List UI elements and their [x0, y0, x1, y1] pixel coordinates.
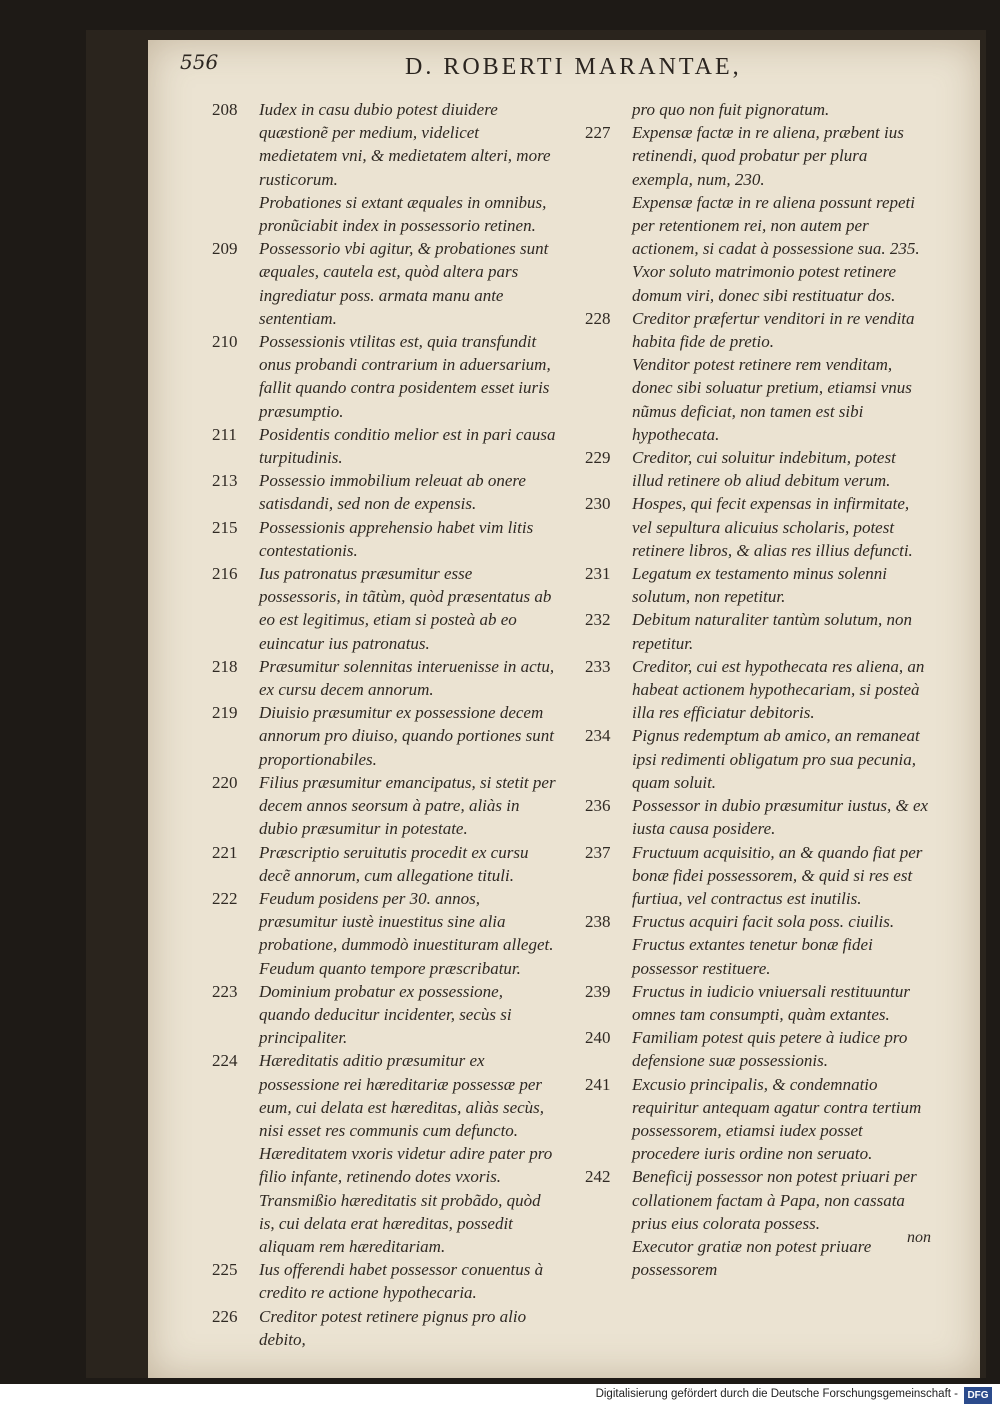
entry-number: 219: [212, 703, 238, 723]
entry-number: 231: [585, 564, 611, 584]
entry-number: 238: [585, 912, 611, 932]
entry-number: 233: [585, 656, 611, 676]
entry-number: 232: [585, 610, 611, 630]
dfg-logo: DFG: [964, 1387, 992, 1404]
entry-number: 223: [212, 981, 238, 1001]
index-entry: [212, 1305, 557, 1351]
entry-text: Beneficij possessor non potest priuari per collationem factam à Papa, non cassata prius eius colorata possess.: [632, 1167, 917, 1233]
index-entry: [585, 446, 930, 492]
entry-number: 225: [212, 1260, 238, 1280]
index-entry: [585, 1073, 930, 1166]
entry-number: 216: [212, 564, 238, 584]
index-entry: [212, 423, 557, 469]
entry-number: 236: [585, 796, 611, 816]
index-entry: [585, 980, 930, 1026]
index-entry: [212, 191, 557, 237]
index-entry: [212, 516, 557, 562]
entry-number: 227: [585, 123, 611, 143]
index-entry: [585, 307, 930, 353]
entry-text: Expensæ factæ in re aliena, præbent ius retinendi, quod probatur per plura exempla, num, 230.: [632, 123, 904, 189]
entry-text: Fructus in iudicio vniuersali restituuntur omnes tam consumpti, quàm extantes.: [632, 981, 910, 1024]
index-entry: [585, 121, 930, 191]
entry-number: 208: [212, 100, 238, 119]
entry-text: Ius offerendi habet possessor conuentus à credito re actione hypothecaria.: [259, 1260, 544, 1303]
entry-text: Creditor potest retinere pignus pro alio debito,: [259, 1306, 527, 1349]
entry-number: 242: [585, 1167, 611, 1187]
index-entry: [212, 887, 557, 957]
index-entry: [212, 701, 557, 771]
entry-text: Venditor potest retinere rem venditam, donec sibi soluatur pretium, etiamsi vnus nũmus deficiat, non tamen est sibi hypothecata.: [632, 355, 912, 444]
index-entry: [212, 237, 557, 330]
catchword: non: [907, 1229, 931, 1246]
entry-text: Feudum quanto tempore præscribatur.: [259, 958, 521, 978]
index-entry: [585, 98, 930, 121]
entry-number: 237: [585, 842, 611, 862]
entry-text: Creditor præfertur venditori in re vendita habita fide de pretio.: [632, 308, 915, 352]
entry-text: Possessorio vbi agitur, & probationes sunt æquales, cautela est, quòd altera pars ingrediatur poss. armata manu ante sententiam.: [259, 239, 549, 328]
entry-text: Transmißio hæreditatis sit probãdo, quòd is, cui delata erat hæreditas, possedit aliquam rem hæreditariam.: [259, 1190, 541, 1256]
entry-number: 218: [212, 656, 238, 676]
entry-text: Ius patronatus præsumitur esse possessoris, in tãtùm, quòd præsentatus ab eo est legitimus, etiam si posteà ab eo euincatur ius patronatus.: [259, 564, 552, 653]
entry-number: 228: [585, 308, 611, 328]
entry-text: Probationes si extant æquales in omnibus, pronũciabit index in possessorio retinen.: [259, 192, 547, 236]
entry-number: 220: [212, 772, 238, 792]
entry-text: Possessionis vtilitas est, quia transfundit onus probandi contrarium in aduersarium, fallit quando contra posidentem esset iuris præsumptio.: [259, 332, 551, 421]
entry-text: Possessor in dubio præsumitur iustus, & ex iusta causa posidere.: [632, 796, 929, 839]
entry-number: 213: [212, 471, 238, 491]
entry-text: Familiam potest quis petere à iudice pro defensione suæ possessionis.: [632, 1028, 908, 1071]
entry-number: 222: [212, 888, 238, 908]
entry-text: Pignus redemptum ab amico, an remaneat ipsi redimenti obligatum pro sua pecunia, quam soluit.: [632, 726, 920, 792]
entry-text: Hæreditatem vxoris videtur adire pater pro filio infante, retinendo dotes vxoris.: [259, 1144, 553, 1187]
index-entry: [585, 1235, 930, 1281]
entry-number: 226: [212, 1306, 238, 1326]
entry-text: Excusio principalis, & condemnatio requiritur antequam agatur contra tertium possessorem, etiamsi iudex posset procedere iuris ordine non seruato.: [632, 1074, 922, 1164]
entry-text: Creditor, cui soluitur indebitum, potest illud retinere ob aliud debitum verum.: [632, 448, 896, 491]
index-entry: [212, 841, 557, 887]
entry-text: Creditor, cui est hypothecata res aliena, an habeat actionem hypothecariam, si posteà illa res efficiatur debitoris.: [632, 656, 925, 723]
index-entry: [212, 469, 557, 515]
index-entry: [212, 330, 557, 423]
entry-number: 215: [212, 517, 238, 537]
entry-number: 209: [212, 239, 238, 259]
entry-text: Hæreditatis aditio præsumitur ex possessione rei hæreditariæ possessæ per eum, cui delata est hæreditas, aliàs secùs, nisi esset res communis cum defuncto.: [259, 1051, 545, 1140]
index-entry: [585, 1026, 930, 1072]
entry-number: 229: [585, 448, 611, 468]
entry-number: 210: [212, 332, 238, 352]
entry-text: Expensæ factæ in re aliena possunt repeti per retentionem rei, non autem per actionem, si cadat à possessione sua. 235.: [632, 192, 920, 259]
entry-text: Legatum ex testamento minus solenni solutum, non repetitur.: [632, 564, 887, 607]
index-entry: [585, 724, 930, 794]
entry-number: 239: [585, 981, 611, 1001]
entry-text: Debitum naturaliter tantùm solutum, non repetitur.: [632, 610, 913, 653]
index-entry: [585, 492, 930, 562]
entry-text: pro quo non fuit pignoratum.: [632, 100, 830, 119]
index-entry: [212, 1258, 557, 1304]
entry-text: Posidentis conditio melior est in pari causa turpitudinis.: [259, 424, 556, 468]
entry-number: 211: [212, 424, 237, 444]
entry-number: 241: [585, 1074, 611, 1094]
index-entry: [212, 655, 557, 701]
index-entry: [585, 1165, 930, 1235]
entry-number: 224: [212, 1051, 238, 1071]
index-entry: [585, 608, 930, 654]
entry-number: 240: [585, 1028, 611, 1048]
index-entry: [212, 1049, 557, 1142]
entry-text: Dominium probatur ex possessione, quando deducitur incidenter, secùs si principaliter.: [259, 981, 512, 1048]
entry-text: Præscriptio seruitutis procedit ex cursu decẽ annorum, cum allegatione tituli.: [259, 842, 529, 885]
index-entry: [585, 841, 930, 911]
page-number: 556: [180, 50, 219, 74]
entry-text: Diuisio præsumitur ex possessione decem annorum pro diuiso, quando portiones sunt proportionabiles.: [259, 703, 555, 769]
entry-number: 221: [212, 842, 238, 862]
funding-credit: Digitalisierung gefördert durch die Deutsche Forschungsgemeinschaft -: [595, 1388, 958, 1400]
right-index-column: [585, 98, 930, 1281]
running-head: D. ROBERTI MARANTAE,: [405, 54, 742, 80]
footer-bar: [0, 1384, 1000, 1410]
entry-number: 234: [585, 726, 611, 746]
index-entry: [585, 655, 930, 725]
index-entry: [212, 771, 557, 841]
index-entry: [585, 794, 930, 840]
index-entry: [212, 957, 557, 980]
entry-text: Vxor soluto matrimonio potest retinere domum viri, donec sibi restituatur dos.: [632, 262, 897, 305]
entry-text: Iudex in casu dubio potest diuidere quæstionẽ per medium, videlicet medietatem vni, & medietatem alteri, more rusticorum.: [259, 100, 551, 189]
entry-text: Præsumitur solennitas interuenisse in actu, ex cursu decem annorum.: [259, 656, 555, 700]
entry-text: Executor gratiæ non potest priuare possessorem: [632, 1236, 872, 1280]
index-entry: [585, 353, 930, 446]
entry-text: Filius præsumitur emancipatus, si stetit per decem annos seorsum à patre, aliàs in dubio præsumitur in potestate.: [259, 772, 556, 839]
entry-text: Fructus extantes tenetur bonæ fidei possessor restituere.: [632, 935, 873, 978]
index-entry: [585, 933, 930, 979]
entry-number: 230: [585, 494, 611, 514]
entry-text: Possessio immobilium releuat ab onere satisdandi, sed non de expensis.: [259, 471, 526, 514]
entry-text: Fructus acquiri facit sola poss. ciuilis.: [632, 912, 895, 932]
index-entry: [585, 260, 930, 306]
entry-text: Possessionis apprehensio habet vim litis contestationis.: [259, 517, 534, 560]
index-entry: [585, 191, 930, 261]
left-index-column: [212, 98, 557, 1351]
entry-text: Fructuum acquisitio, an & quando fiat per bonæ fidei possessorem, & quid si res est furtiua, vel contractus est inutilis.: [632, 842, 923, 908]
index-entry: [585, 562, 930, 608]
index-entry: [585, 910, 930, 933]
index-entry: [212, 562, 557, 655]
index-entry: [212, 980, 557, 1050]
index-entry: [212, 98, 557, 191]
entry-text: Hospes, qui fecit expensas in infirmitate, vel sepultura alicuius scholaris, potest retinere libros, & alias res illius defuncti.: [632, 494, 913, 560]
index-entry: [212, 1189, 557, 1259]
entry-text: Feudum posidens per 30. annos, præsumitur iustè inuestitus sine alia probatione, dummodò inuestituram alleget.: [259, 888, 554, 955]
index-entry: [212, 1142, 557, 1188]
